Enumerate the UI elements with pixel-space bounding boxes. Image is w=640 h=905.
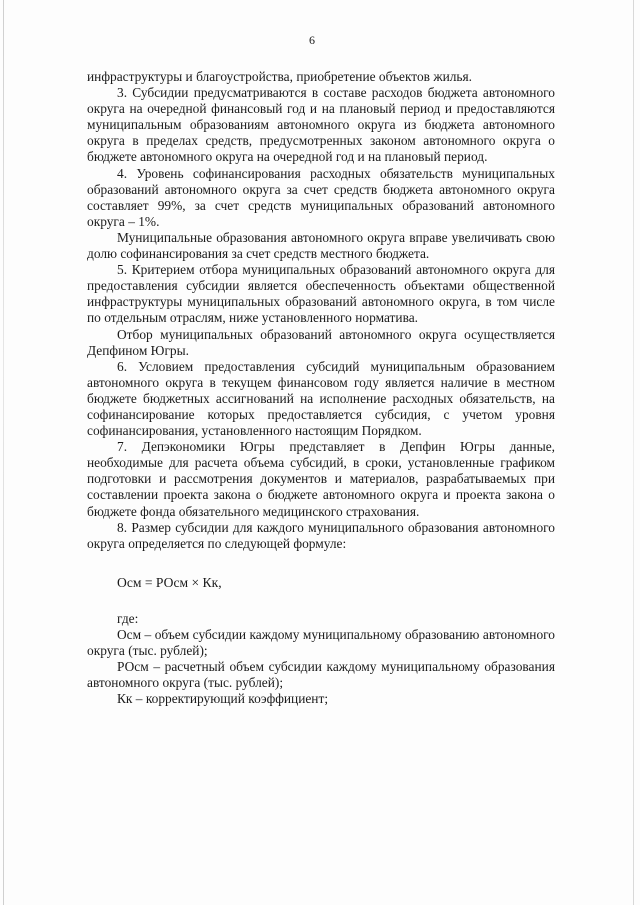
definition-kk: Кк – корректирующий коэффициент; [117,691,329,707]
scan-right-edge [633,0,634,905]
page-number: 6 [309,33,315,47]
paragraph-selection-note: Отбор муниципальных образований автономного округа осуществляется Депфином Югры. [87,326,555,358]
paragraph-item-5: 5. Критерием отбора муниципальных образований автономного округа для предоставления субсидии является обеспеченность объектами общественной инфраструктуры муниципальных образований автономного округа, в том числе по отдельным отраслям, ниже установленного норматива. [87,262,555,326]
paragraph-item-7: 7. Депэкономики Югры представляет в Депфин Югры данные, необходимые для расчета объема субсидий, в сроки, установленные графиком подготовки и рассмотрения документов и материалов, разрабатываемых при составлении проекта закона о бюджете автономного округа и проекта закона о бюджете фонда обязательного медицинского страхования. [87,439,555,519]
paragraph-item-4: 4. Уровень софинансирования расходных обязательств муниципальных образований автономного округа за счет средств бюджета автономного округа составляет 99%, за счет средств муниципальных образований автономного округа – 1%. [87,165,555,229]
scan-left-edge [3,0,4,905]
paragraph-item-3: 3. Субсидии предусматриваются в составе расходов бюджета автономного округа на очередной финансовый год и на плановый период и предоставляются муниципальным образованиям автономного округа из бюджета автономного округа в пределах средств, предусмотренных законом автономного округа о бюджете автономного округа на очередной год и на плановый период. [87,85,555,165]
document-body [87,69,555,707]
paragraph-item-8: 8. Размер субсидии для каждого муниципального образования автономного округа определяется по следующей формуле: [87,519,555,551]
paragraph-cofinancing-note: Муниципальные образования автономного округа вправе увеличивать свою долю софинансирования за счет средств местного бюджета. [87,229,555,262]
where-label: где: [117,610,139,626]
definition-osm: Осм – объем субсидии каждому муниципальному образованию автономного округа (тыс. рублей); [87,627,555,659]
formula: Осм = РОсм × Кк, [117,574,222,590]
paragraph-continuation: инфраструктуры и благоустройства, приобретение объектов жилья. [87,69,473,84]
definition-rosm: РОсм – расчетный объем субсидии каждому муниципальному образования автономного округа (тыс. рублей); [87,659,555,691]
paragraph-item-6: 6. Условием предоставления субсидий муниципальным образованием автономного округа в текущем финансовом году является наличие в местном бюджете бюджетных ассигнований на исполнение расходных обязательств, на софинансирование которых предоставляется субсидия, с учетом уровня софинансирования, установленного настоящим Порядком. [87,358,555,439]
